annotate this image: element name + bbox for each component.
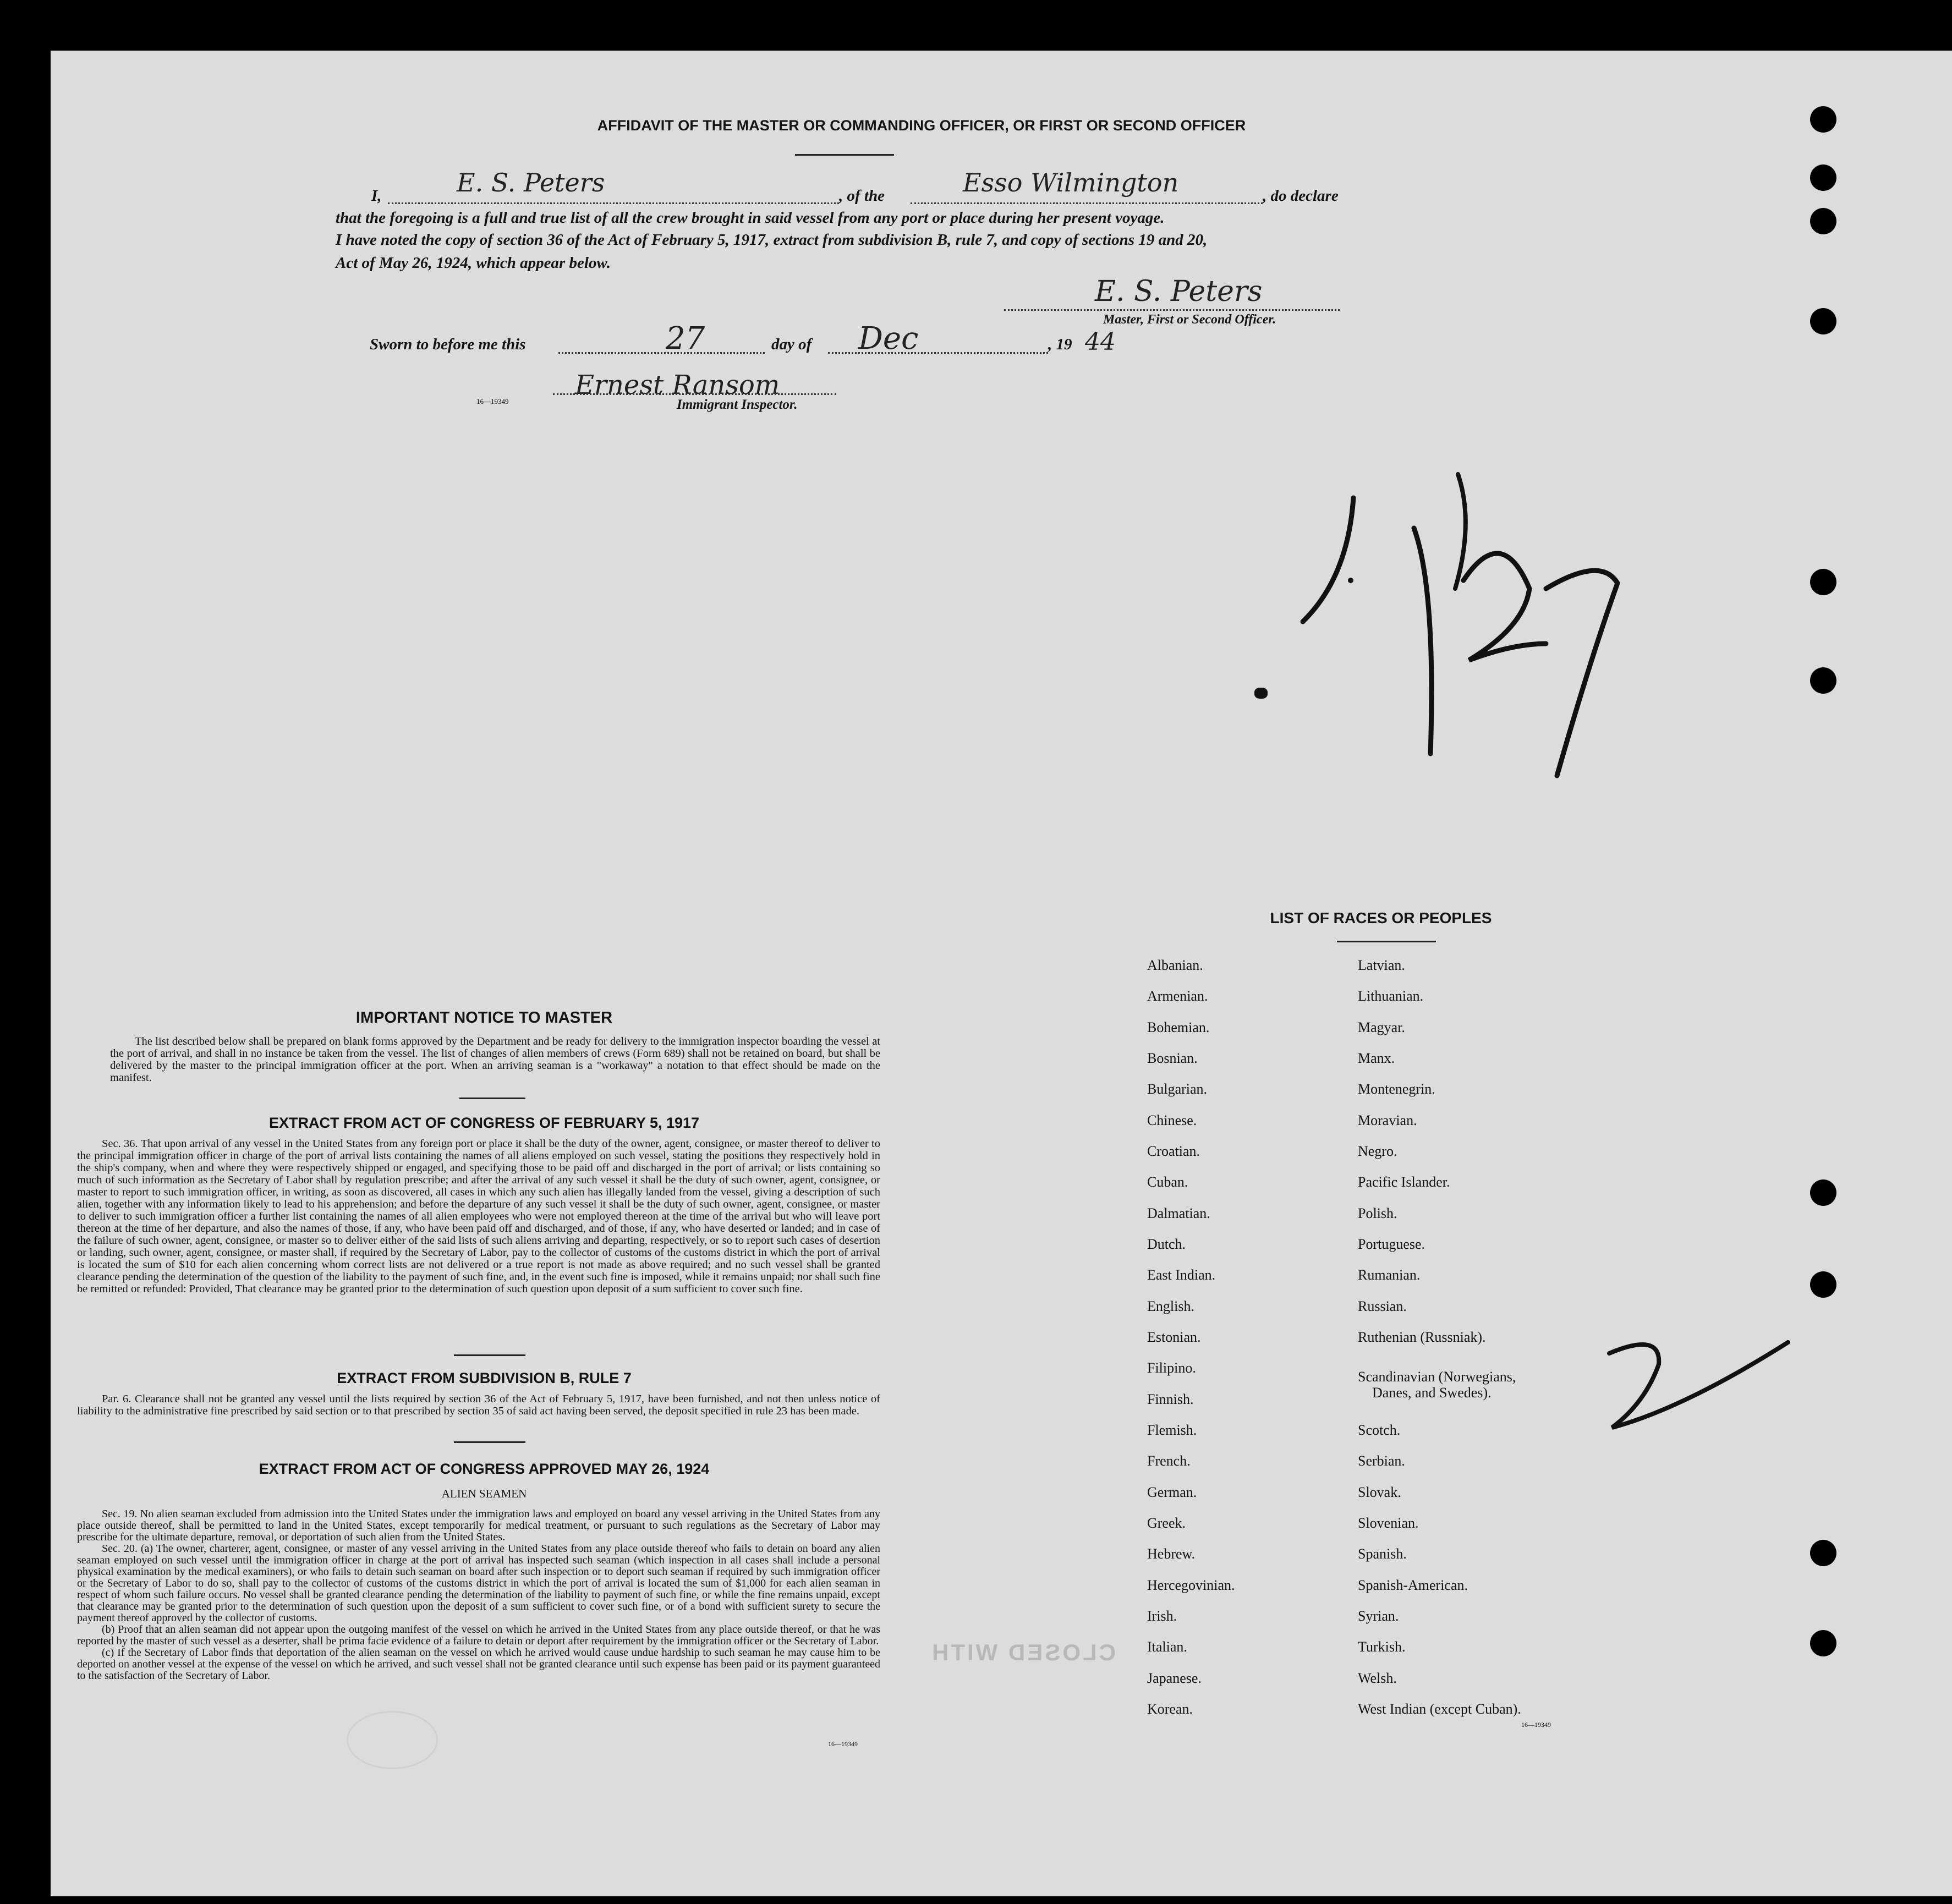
punch-hole (1810, 569, 1836, 595)
punch-hole (1810, 308, 1836, 334)
race-item: East Indian. (1147, 1267, 1216, 1283)
races-title: LIST OF RACES OR PEOPLES (1270, 909, 1492, 926)
punch-hole (1810, 164, 1836, 191)
punch-hole (1810, 1630, 1836, 1656)
race-item: Spanish-American. (1358, 1577, 1468, 1593)
race-item: Irish. (1147, 1608, 1177, 1624)
sec20c-text: (c) If the Secretary of Labor finds that deportation of the alien seaman on the vessel on which he arrived would cause undue hardship to such seaman he may cause him to be deported on another vessel at the expense of the vessel on which he arrived, and such vessel shall not be granted clearance until such expense has been paid or its payment guaranteed to the satisfaction of the Secretary of Labor. (77, 1647, 880, 1682)
race-item: Lithuanian. (1358, 988, 1424, 1004)
race-item: French. (1147, 1453, 1191, 1469)
race-item: Montenegrin. (1358, 1081, 1435, 1097)
sec20b-text: (b) Proof that an alien seaman did not appear upon the outgoing manifest of the vessel on which he arrived in the United States from any place outside thereof, or that he was reported by the master of such vessel as a deserter, shall be prima facie evidence of a failure to detain or deport after requirement by the immigration officer or the Secretary of Labor. (77, 1623, 880, 1647)
race-item: Chinese. (1147, 1112, 1197, 1128)
notice-text: The list described below shall be prepared on blank forms approved by the Department and be ready for delivery to the immigration inspector boarding the vessel at the port of arrival, and shall in no instance be taken from the vessel. The list of changes of alien members of crews (Form 689) shall not be retained on board, but shall be delivered by the master to the principal immigration officer at the port. When an arriving seaman is a "workaway" a notation to that effect should be made on the manifest. (110, 1035, 880, 1084)
inspector-signature: Ernest Ransom (575, 370, 780, 400)
races-form-number: 16—19349 (1521, 1721, 1551, 1729)
race-item: Turkish. (1358, 1639, 1406, 1655)
extract-rule7-title: EXTRACT FROM SUBDIVISION B, RULE 7 (337, 1370, 632, 1386)
extract-rule7-text: Par. 6. Clearance shall not be granted any vessel until the lists required by section 36 of the Act of February 5, 1917, have been furnished, and not then unless notice of liability to the administrative fine prescribed by said section or to that prescribed by section 35 of said act having been served, the deposit specified in rule 23 has been made. (77, 1393, 880, 1417)
extract-1917-text: Sec. 36. That upon arrival of any vessel in the United States from any foreign port or place it shall be the duty of the owner, agent, consignee, or master thereof to deliver to the principal immigration officer in charge of the port of arrival lists containing the names of all aliens employed on such vessel, stating the positions they respectively hold in the ship's company, when and where they were respectively shipped or engaged, and specifying those to be paid off and discharged in the port of arrival; or lists containing so much of such information as the Secretary of Labor shall by regulation prescribe; and after the arrival of any such vessel it shall be the duty of such owner, agent, consignee, or master to report to such immigration officer, in writing, as soon as discovered, all cases in which any such alien has illegally landed from the vessel, giving a description of such alien, together with any information likely to lead to his apprehension; and before the departure of any such vessel it shall be the duty of such owner, agent, consignee, or master to deliver to such immigration officer a further list containing the names of all alien employees who were not employed thereon at the time of the arrival but who will leave port thereon at the time of her departure, and also the names of those, if any, who have been paid off and discharged, and of those, if any, who have deserted or landed; and in case of the failure of such owner, agent, consignee, or master so to deliver either of the said lists of such aliens arriving and departing, respectively, or so to report such cases of desertion or landing, such owner, agent, consignee, or master shall, if required by the Secretary of Labor, pay to the collector of customs of the customs district in which the port of arrival is located the sum of $10 for each alien concerning whom correct lists are not delivered or a true report is not made as above required; and no such vessel shall be granted clearance pending the determination of the question of the liability to the payment of such fine, and, in the event such fine is imposed, while it remains unpaid; nor shall such fine be remitted or refunded: Provided, That clearance may be granted prior to the determination of such question upon deposit of a sum sufficient to cover such fine. (77, 1138, 880, 1295)
day-handwritten: 27 (666, 321, 705, 356)
race-item: German. (1147, 1484, 1197, 1500)
day-line (558, 352, 765, 354)
signature-caption: Master, First or Second Officer. (1103, 312, 1276, 327)
race-item: Slovak. (1358, 1484, 1401, 1500)
race-item: Dutch. (1147, 1236, 1186, 1252)
inspector-caption: Immigrant Inspector. (677, 397, 798, 412)
month-handwritten: Dec (858, 321, 919, 356)
race-item: Portuguese. (1358, 1236, 1425, 1252)
race-item: Danes, and Swedes). (1372, 1385, 1492, 1401)
race-item: Russian. (1358, 1298, 1407, 1314)
punch-hole (1810, 1271, 1836, 1298)
race-item: Serbian. (1358, 1453, 1405, 1469)
race-item: Filipino. (1147, 1360, 1196, 1376)
extract-1917-divider (454, 1354, 525, 1356)
race-item: Finnish. (1147, 1391, 1194, 1407)
sworn-label: Sworn to before me this (370, 336, 526, 353)
affidavit-form-number: 16—19349 (476, 397, 509, 405)
affidavit-title: AFFIDAVIT OF THE MASTER OR COMMANDING OFFICER, OR FIRST OR SECOND OFFICER (597, 117, 1246, 134)
race-item: Armenian. (1147, 988, 1208, 1004)
extract-1924-title: EXTRACT FROM ACT OF CONGRESS APPROVED MAY 26, 1924 (259, 1461, 710, 1477)
vessel-name-handwritten: Esso Wilmington (963, 168, 1179, 197)
race-item: Japanese. (1147, 1670, 1202, 1686)
race-item: English. (1147, 1298, 1194, 1314)
race-item: Latvian. (1358, 957, 1405, 973)
race-item: Albanian. (1147, 957, 1203, 973)
year-prefix: , 19 (1048, 336, 1072, 353)
race-item: Hebrew. (1147, 1546, 1196, 1562)
race-item: Korean. (1147, 1701, 1193, 1717)
year-handwritten: 44 (1085, 328, 1116, 356)
ink-blot (1254, 688, 1268, 699)
affidavit-line-4: Act of May 26, 1924, which appear below. (336, 254, 611, 272)
title-divider (795, 154, 894, 156)
master-signature: E. S. Peters (1095, 275, 1263, 308)
race-item: Croatian. (1147, 1143, 1200, 1159)
race-item: Welsh. (1358, 1670, 1397, 1686)
notice-body (110, 1035, 880, 1084)
master-name-line (388, 202, 839, 204)
race-item: Pacific Islander. (1358, 1174, 1450, 1190)
affidavit-line-2: that the foregoing is a full and true list of all the crew brought in said vessel from any port or place during her present voyage. (336, 209, 1165, 227)
faded-stamp: CLOSED WITH (930, 1639, 1116, 1665)
notice-divider (459, 1098, 525, 1099)
vessel-name-line (911, 202, 1263, 204)
of-the-label: , of the (839, 187, 885, 205)
do-declare-label: , do declare (1263, 187, 1339, 205)
race-item: Magyar. (1358, 1019, 1405, 1035)
punch-hole (1810, 106, 1836, 133)
race-item: Ruthenian (Russniak). (1358, 1329, 1486, 1345)
race-item: West Indian (except Cuban). (1358, 1701, 1521, 1717)
punch-hole (1810, 1540, 1836, 1566)
race-item: Italian. (1147, 1639, 1187, 1655)
sec20a-text: Sec. 20. (a) The owner, charterer, agent, consignee, or master of any vessel arriving in the United States from any place outside thereof who fails to detain on board any alien seaman employed on such vessel until the immigration officer in charge at the port of arrival has inspected such seaman (which inspection in all cases shall include a personal physical examination by the medical examiners), or who fails to detain such seaman on board after such inspection or to deport such seaman if required by such immigration officer or the Secretary of Labor to do so, shall pay to the collector of customs of the customs district in which the port of arrival is located the sum of $1,000 for each alien seaman in respect of whom such failure occurs. No vessel shall be granted clearance pending the determination of the liability to payment of such fine, or while the fine remains unpaid, except that clearance may be granted prior to the determination of such question upon the deposit of a sum sufficient to cover such fine, or of a bond with sufficient surety to secure the payment thereof approved by the collector of customs. (77, 1543, 880, 1624)
extract-rule7-body (77, 1393, 880, 1417)
extract-rule7-divider (454, 1441, 525, 1443)
race-item: Negro. (1358, 1143, 1397, 1159)
race-item: Rumanian. (1358, 1267, 1421, 1283)
race-item: Greek. (1147, 1515, 1186, 1531)
sec19-text: Sec. 19. No alien seaman excluded from admission into the United States under the immigration laws and employed on board any vessel arriving in the United States from any place outside thereof, shall be permitted to land in the United States, except temporarily for medical treatment, or pursuant to such regulations as the Secretary of Labor may prescribe for the ultimate departure, removal, or deportation of such alien from the United States. (77, 1508, 880, 1543)
i-label: I, (371, 187, 382, 205)
race-item: Bulgarian. (1147, 1081, 1208, 1097)
punch-hole (1810, 208, 1836, 234)
extract-1917-title: EXTRACT FROM ACT OF CONGRESS OF FEBRUARY 5, 1917 (268, 1115, 700, 1131)
handwritten-annotation (1238, 462, 1634, 792)
master-name-handwritten: E. S. Peters (457, 168, 605, 197)
annotation-text (1243, 473, 1244, 474)
race-item: Moravian. (1358, 1112, 1417, 1128)
race-item: Bosnian. (1147, 1050, 1198, 1066)
race-item: Scandinavian (Norwegians, (1358, 1369, 1516, 1385)
race-item: Slovenian. (1358, 1515, 1419, 1531)
race-item: Flemish. (1147, 1422, 1197, 1438)
races-divider (1337, 941, 1436, 942)
race-item: Syrian. (1358, 1608, 1399, 1624)
race-item: Polish. (1358, 1205, 1397, 1221)
race-item: Dalmatian. (1147, 1205, 1210, 1221)
handwritten-mark-2 (1601, 1331, 1799, 1441)
race-item: Scotch. (1358, 1422, 1401, 1438)
faded-seal (347, 1711, 438, 1769)
race-item: Estonian. (1147, 1329, 1201, 1345)
punch-hole (1810, 1179, 1836, 1206)
day-of-label: day of (771, 336, 812, 353)
affidavit-line-3: I have noted the copy of section 36 of the Act of February 5, 1917, extract from subdivision B, rule 7, and copy of sections 19 and 20, (336, 231, 1208, 249)
extract-1924-body (77, 1508, 880, 1682)
race-item: Cuban. (1147, 1174, 1188, 1190)
race-item: Bohemian. (1147, 1019, 1210, 1035)
punch-hole (1810, 667, 1836, 694)
race-item: Manx. (1358, 1050, 1395, 1066)
notice-title: IMPORTANT NOTICE TO MASTER (355, 1009, 613, 1027)
race-item: Hercegovinian. (1147, 1577, 1235, 1593)
race-item: Spanish. (1358, 1546, 1407, 1562)
extract-1917-body (77, 1138, 880, 1295)
extract-1924-subtitle: ALIEN SEAMEN (441, 1487, 527, 1500)
extract-form-number: 16—19349 (828, 1740, 858, 1748)
